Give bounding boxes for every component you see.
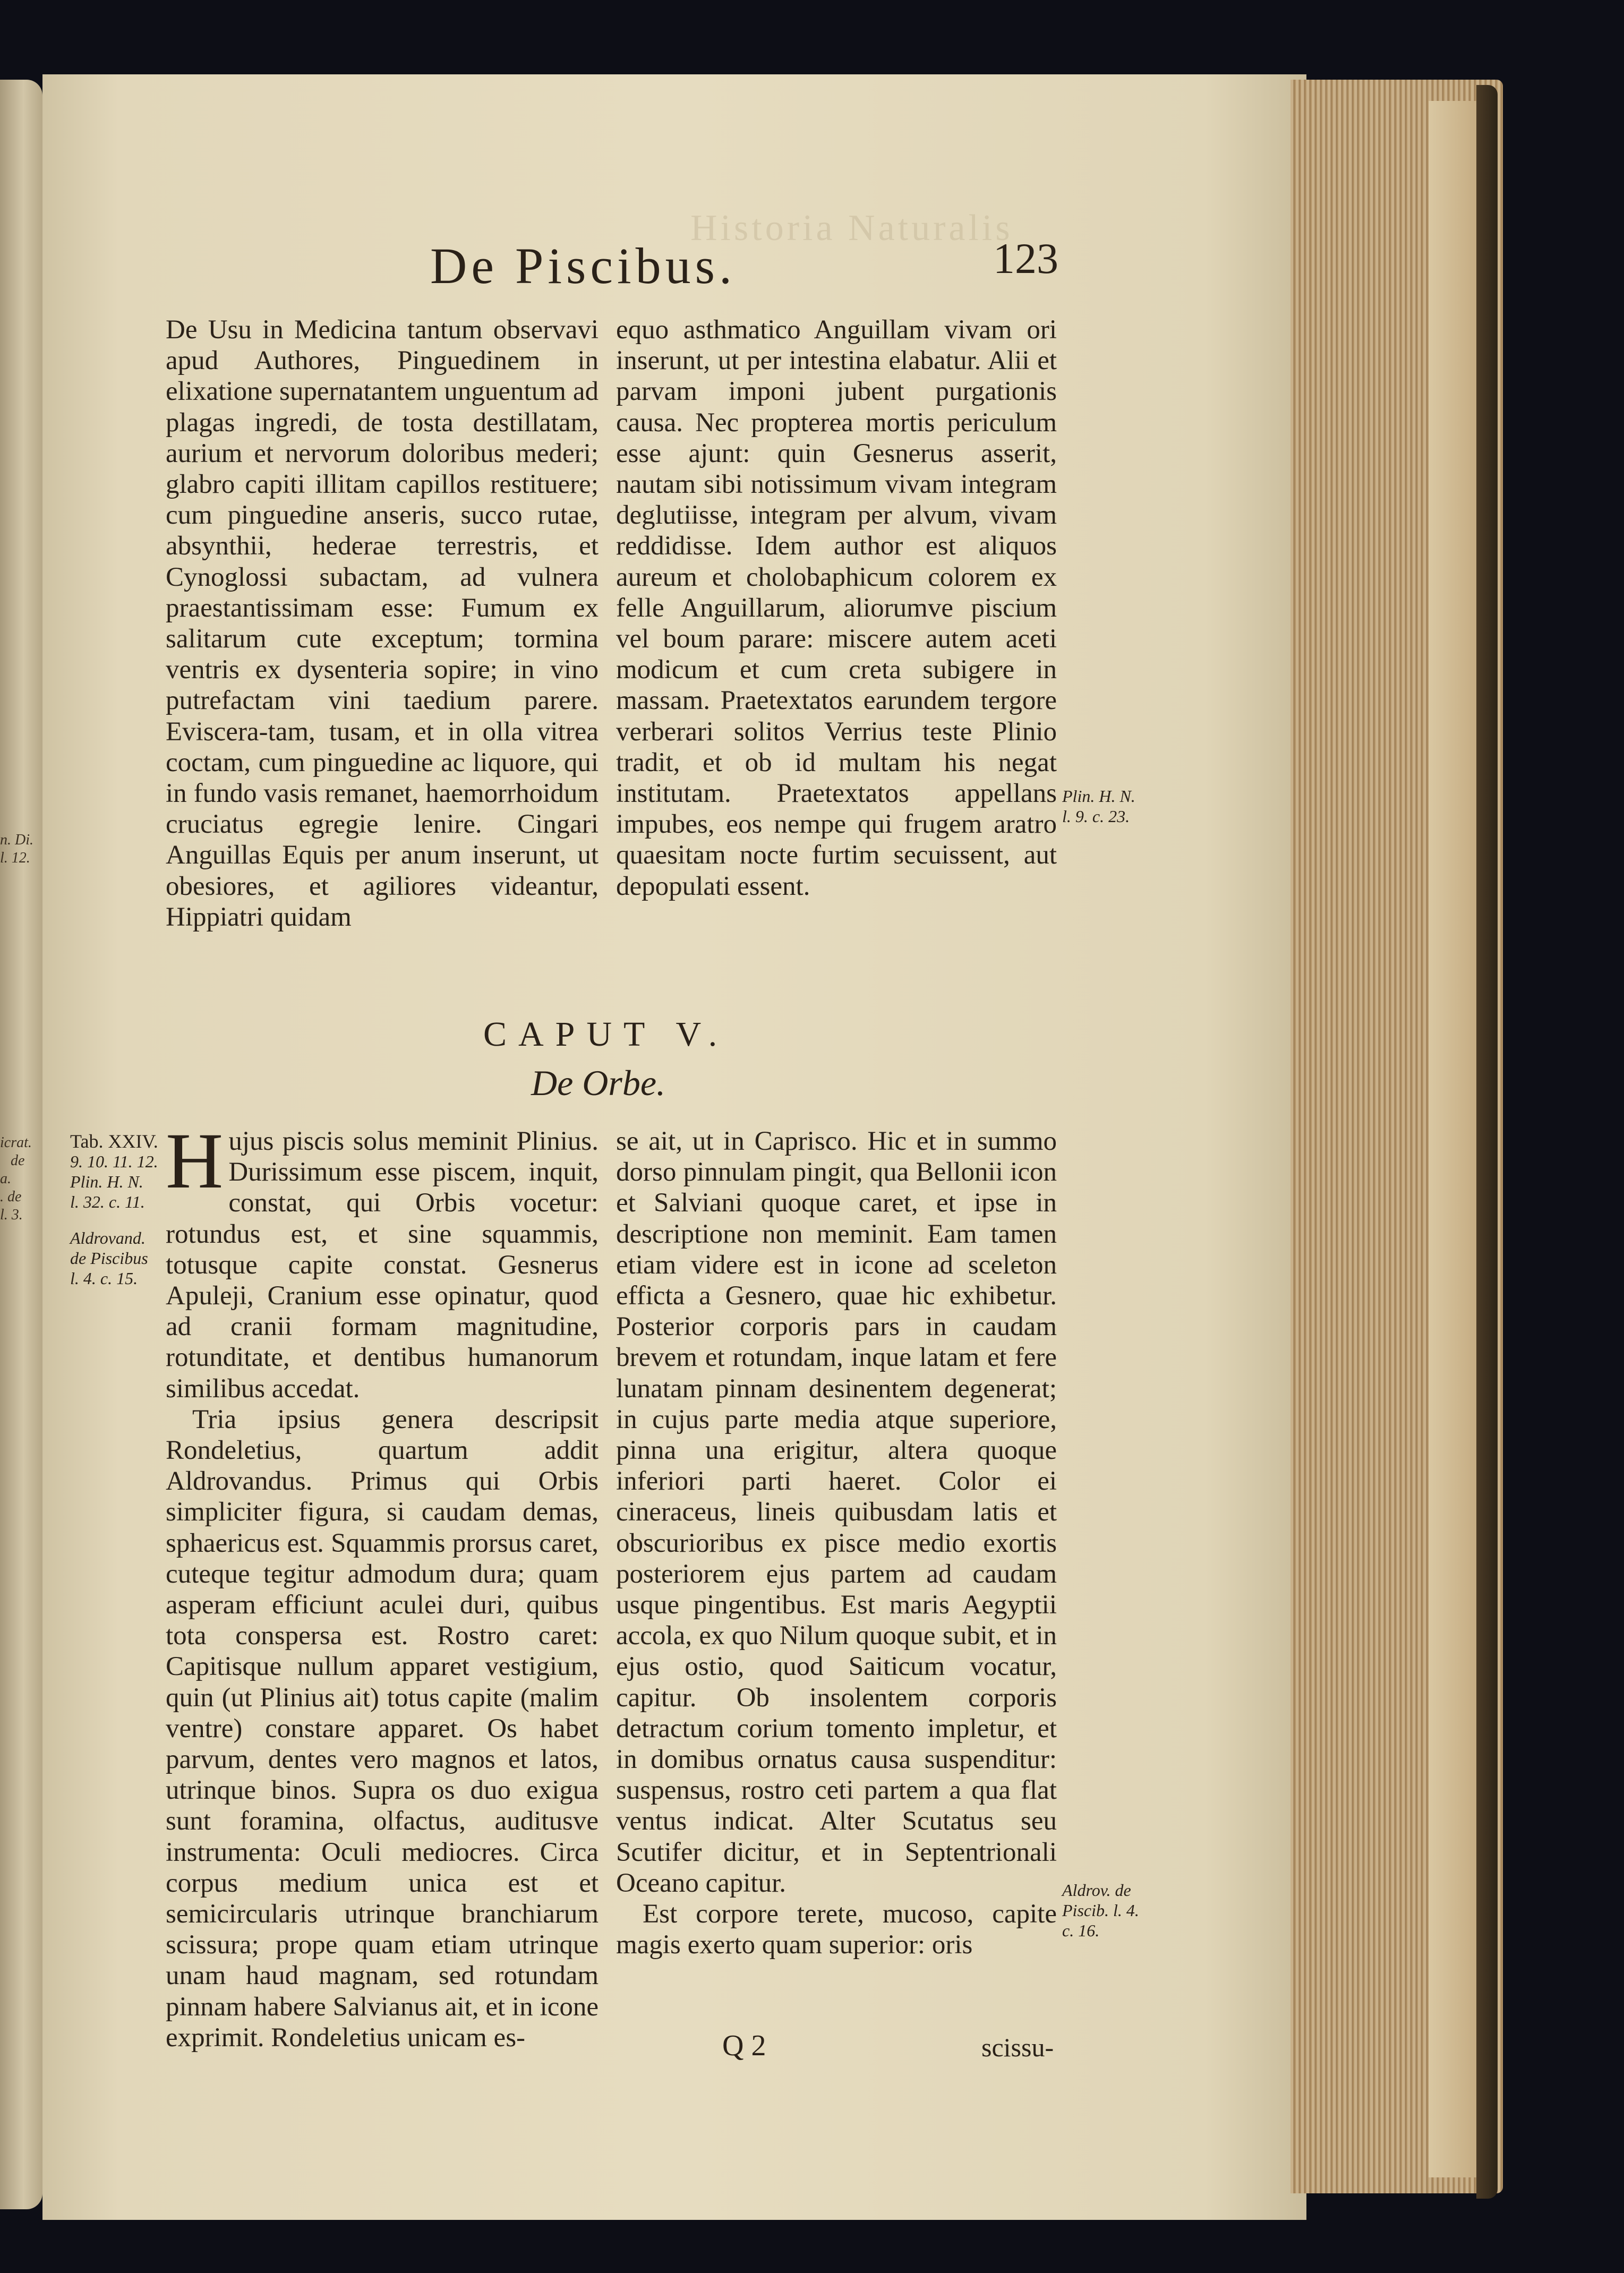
margin-note-aldrovandus: Aldrov. de Piscib. l. 4. c. 16. <box>1062 1881 1139 1940</box>
paragraph: De Usu in Medicina tantum observavi apud Authores, Pinguedinem in elixatione supernatantem unguentum ad plagas ingredi, de tosta destillatam, aurium et nervorum doloribus mederi; glabro capiti illitam capillos restituere; cum pinguedine anseris, succo rutae, absynthii, hederae terrestris, et Cynoglossi subactam, ad vulnera praestantissimam esse: Fumum ex salitarum cute exceptum; tormina ventris ex dysenteria sopire; in vino putrefactam vini taedium parere. Eviscera-tam, tusam, et in olla vitrea coctam, cum pinguedine ac liquore, qui in fundo vasis remanet, haemorrhoidum cruciatus egregie lenire. Cingari Anguillas Equis per anum inserunt, ut obesiores, et agiliores videantur, Hippiatri quidam <box>166 315 599 932</box>
column-2-top <box>616 314 1057 902</box>
paragraph: Est corpore terete, mucoso, capite magis exerto quam superior: oris <box>616 1899 1057 1960</box>
page-number: 123 <box>993 234 1058 283</box>
running-head: De Piscibus. <box>430 237 736 294</box>
paragraph: Tria ipsius genera descripsit Rondeletius, quartum addit Aldrovandus. Primus qui Orbis simpliciter figura, si caudam demas, sphaericus est. Squammis prorsus caret, cuteque tegitur admodum dura; quam asperam efficiunt aculei duri, quibus tota conspersa est. Rostro caret: Capitisque nullum apparet vestigium, quin (ut Plinius ait) totus capite (malim ventre) constare apparet. Os habet parvum, dentes vero magnos et latos, utrinque binos. Supra os duo exigua sunt foramina, olfactus, auditusve instrumenta: Oculi mediocres. Circa corpus medium unica est et semicircularis utrinque branchiarum scissura; prope quam etiam utrinque unam haud magnam, sed rotundam pinnam habere Salvianus ait, et in icone exprimit. Rondeletius unicam es- <box>166 1404 599 2053</box>
left-page-margin-notes: n. Di. l. 12. <box>0 832 33 866</box>
paragraph: Hujus piscis solus meminit Plinius. Durissimum esse piscem, inquit, constat, qui Orbis vocetur: rotundus est, et sine squammis, totusque capite constat. Gesnerus Apuleji, Cranium esse opinatur, quod ad cranii formam magnitudine, rotunditate, et dentibus humanorum similibus accedat. <box>166 1117 599 1404</box>
show-through-text: Historia Naturalis <box>690 208 1013 249</box>
book-cover-board <box>1476 85 1498 2199</box>
signature-mark: Q 2 <box>722 2029 766 2062</box>
left-page-margin-notes-lower: icrat. de a. . de l. 3. <box>0 1134 32 1223</box>
paragraph: se ait, ut in Caprisco. Hic et in summo dorso pinnulam pingit, qua Bellonii icon et Salviani quoque caret, et ipse in descriptione non meminit. Eam tamen etiam videre est in icone ad sceleton effictа a Gesnero, quae hic exhibetur. Posterior corporis pars in caudam brevem et rotundam, inque latam et fere lunatam pinnam desinentem degenerat; in cujus parte media atque superiore, pinna una erigitur, altera quoque inferiori parti haeret. Color ei cineraceus, lineis quibusdam latis et obscurioribus ex pisce medio exortis posteriorem ejus partem ad caudam usque pingentibus. Est maris Aegyptii accola, ex quo Nilum quoque subit, et in ejus ostio, quod Saiticum vocatur, capitur. Ob insolentem corporis detractum corium tomento impletur, et in domibus ornatus causa suspenditur: suspensus, rostro ceti partem a qua flat ventus indicat. Alter Scutatus seu Scutifer dicitur, et in Septentrionali Oceano capitur. <box>616 1126 1057 1898</box>
column-2-bottom <box>616 1126 1057 1960</box>
paragraph: equo asthmatico Anguillam vivam ori inserunt, ut per intestina elabatur. Alii et parvam imponi jubent purgationis causa. Nec propterea mortis periculum esse ajunt: quin Gesnerus asserit, nautam sibi notissimum vivam integram deglutiisse, integram per alvum, vivam reddidisse. Idem author est aliquos aureum et cholobaphicum colorem ex felle Anguillarum, aliorumve piscium vel boum parare: miscere autem aceti modicum et cum creta subigere in massam. Praetextatos earundem tergore verberari solitos Verrius teste Plinio tradit, et ob id multam his negat institutam. Praetextatos appellans impubes, eos nempe qui frugem aratro quaesitam nocte furtim secuissent, aut depopulati essent. <box>616 315 1057 901</box>
margin-note-left: Tab. XXIV. 9. 10. 11. 12. Plin. H. N. l. 32. c. 11. Aldrovand. de Piscibus l. 4. c. 15. <box>70 1131 158 1288</box>
fore-edge <box>1429 101 1476 2177</box>
catchword: scissu- <box>981 2032 1054 2062</box>
column-1-bottom <box>166 1117 599 2053</box>
drop-cap: H <box>166 1117 224 1205</box>
chapter-heading: CAPUT V. <box>483 1015 729 1054</box>
chapter-subtitle: De Orbe. <box>531 1063 666 1103</box>
column-1-top <box>166 314 599 933</box>
margin-note-plinius: Plin. H. N. l. 9. c. 23. <box>1062 787 1135 826</box>
